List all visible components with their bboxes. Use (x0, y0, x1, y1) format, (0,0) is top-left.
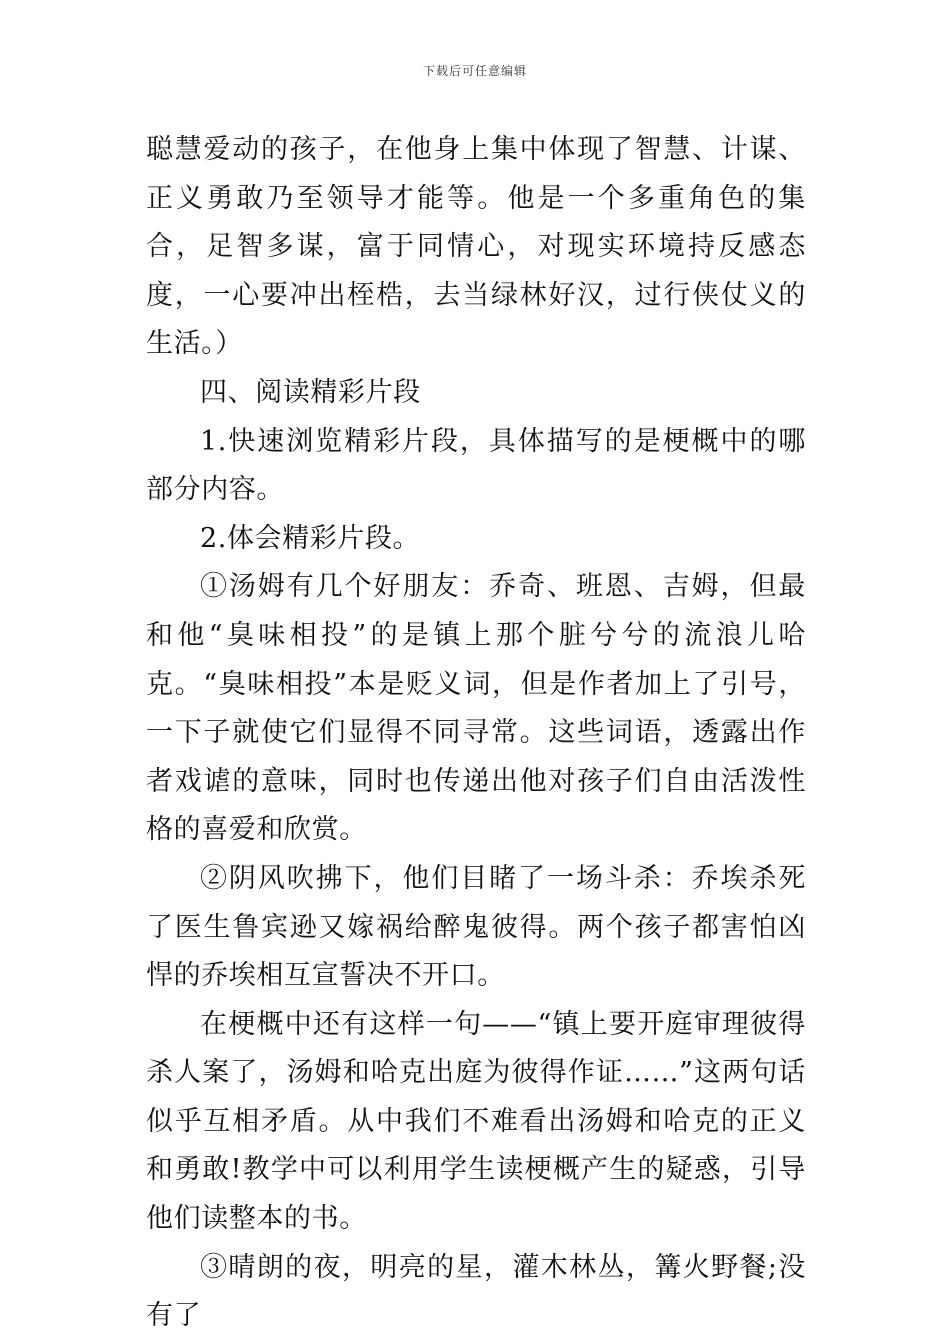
section-heading: 四、阅读精彩片段 (200, 376, 421, 408)
document-body (146, 126, 806, 1341)
question-2: 2.体会精彩片段。 (200, 522, 421, 554)
excerpt-3: ③晴朗的夜，明亮的星，灌木林丛，篝火野餐;没有了 (146, 1251, 806, 1332)
summary-note: 在梗概中还有这样一句——“镇上要开庭审理彼得杀人案了，汤姆和哈克出庭为彼得作证……”这两句话似乎互相矛盾。从中我们不难看出汤姆和哈克的正义和勇敢!教学中可以利用学生读梗概产生的疑惑，引导他们读整本的书。 (146, 1008, 806, 1235)
paragraph-continuation: 聪慧爱动的孩子，在他身上集中体现了智慧、计谋、正义勇敢乃至领导才能等。他是一个多重角色的集合，足智多谋，富于同情心，对现实环境持反感态度，一心要冲出桎梏，去当绿林好汉，过行侠仗义的生活。） (146, 134, 806, 360)
excerpt-1: ①汤姆有几个好朋友：乔奇、班恩、吉姆，但最和他“臭味相投”的是镇上那个脏兮兮的流浪儿哈克。“臭味相投”本是贬义词，但是作者加上了引号，一下子就使它们显得不同寻常。这些词语，透露出作者戏谑的意味，同时也传递出他对孩子们自由活泼性格的喜爱和欣赏。 (146, 571, 806, 846)
question-1: 1.快速浏览精彩片段，具体描写的是梗概中的哪部分内容。 (146, 425, 806, 506)
excerpt-2: ②阴风吹拂下，他们目睹了一场斗杀：乔埃杀死了医生鲁宾逊又嫁祸给醉鬼彼得。两个孩子都害怕凶悍的乔埃相互宣誓决不开口。 (146, 862, 806, 992)
page-header: 下载后可任意编辑 (422, 64, 527, 78)
